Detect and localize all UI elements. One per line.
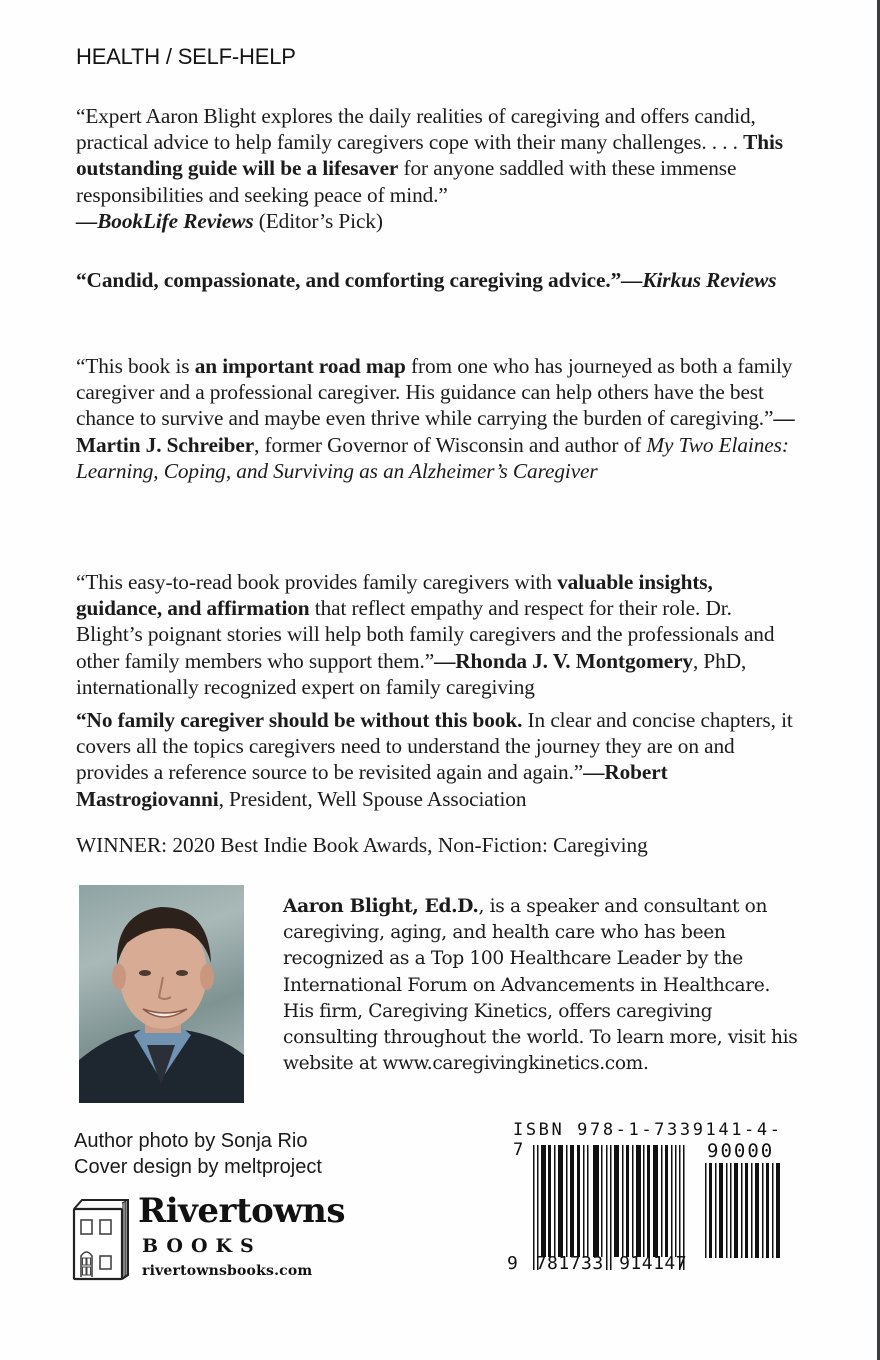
blurb-highlight: “No family caregiver should be without this book. bbox=[76, 708, 523, 732]
blurb-text: “Expert Aaron Blight explores the daily realities of caregiving and offers candid, practical advice to help family caregivers cope with their many challenges. . . . bbox=[76, 104, 756, 155]
ean-digits bbox=[507, 1253, 687, 1274]
blurb-highlight: valuable insights, guidance, and affirmation bbox=[76, 570, 713, 621]
building-book-icon bbox=[70, 1195, 132, 1285]
blurb-attribution: —Martin J. Schreiber bbox=[76, 406, 795, 457]
blurb-highlight: an important road map bbox=[194, 354, 406, 378]
blurb-attribution: —Kirkus Reviews bbox=[621, 268, 777, 292]
blurb-text: In clear and concise chapters, it covers all the topics caregivers need to understand the journey they are on and provides a reference source to be revisited again and again.” bbox=[76, 708, 793, 785]
isbn-number: ISBN 978-1-7339141-4-7 bbox=[513, 1120, 783, 1160]
review-blurb-booklife bbox=[76, 103, 796, 234]
blurb-attribution-note: , PhD, internationally recognized expert on family caregiving bbox=[76, 648, 747, 699]
ean-right-group: 914147 bbox=[619, 1253, 688, 1274]
author-photo bbox=[79, 885, 244, 1103]
category-label: HEALTH / SELF-HELP bbox=[76, 44, 296, 69]
blurb-text: “This book is bbox=[76, 354, 195, 378]
design-credit: Cover design by meltproject bbox=[74, 1156, 322, 1178]
ean-bars-icon bbox=[533, 1145, 693, 1270]
publisher-logo bbox=[70, 1191, 370, 1285]
award-line: WINNER: 2020 Best Indie Book Awards, Non-Fiction: Caregiving bbox=[76, 833, 648, 857]
review-blurb-mastrogiovanni bbox=[76, 707, 796, 812]
publisher-imprint: BOOKS bbox=[142, 1235, 262, 1257]
blurb-attribution-note: , President, Well Spouse Association bbox=[218, 786, 527, 811]
ean-lead-digit: 9 bbox=[507, 1253, 519, 1274]
author-bio bbox=[283, 894, 803, 1077]
ean-left-group: 781733 bbox=[535, 1253, 604, 1274]
blurb-text: “This easy-to-read book provides family caregivers with bbox=[76, 570, 558, 594]
book-title: My Two Elaines: Learning, Coping, and Surviving as an Alzheimer’s Caregiver bbox=[76, 432, 789, 483]
blurb-attribution: —Rhonda J. V. Montgomery bbox=[434, 648, 693, 673]
author-name: Aaron Blight, Ed.D. bbox=[283, 896, 479, 917]
blurb-attribution-note: , former Governor of Wisconsin and author of bbox=[254, 432, 647, 457]
credits bbox=[74, 1128, 322, 1180]
blurb-text: for anyone saddled with these immense responsibilities and seeking peace of mind.” bbox=[76, 156, 737, 207]
blurb-text: that reflect empathy and respect for their role. Dr. Blight’s poignant stories will help both family caregivers and the professionals and other family members who support them.” bbox=[76, 596, 775, 673]
blurb-attribution: —Robert Mastrogiovanni bbox=[76, 760, 668, 811]
blurb-attribution-note: (Editor’s Pick) bbox=[253, 208, 383, 233]
price-addon: 90000 bbox=[707, 1140, 775, 1162]
isbn-barcode bbox=[505, 1118, 785, 1278]
blurb-attribution: —BookLife Reviews bbox=[76, 208, 254, 233]
blurb-highlight: This outstanding guide will be a lifesaver bbox=[76, 130, 783, 181]
blurb-highlight: “Candid, compassionate, and comforting caregiving advice.” bbox=[76, 268, 622, 292]
author-portrait-icon bbox=[79, 885, 244, 1103]
review-blurb-kirkus bbox=[76, 267, 796, 293]
author-bio-text: , is a speaker and consultant on caregiving, aging, and health care who has been recognized as a Top 100 Healthcare Leader by the International Forum on Advancements in Healthcare. His firm, Caregiving Kinetics, offers caregiving consulting throughout the world. To learn more, visit his website at www.caregivingkinetics.com. bbox=[283, 896, 798, 1075]
review-blurb-montgomery bbox=[76, 569, 796, 700]
review-blurb-schreiber bbox=[76, 353, 796, 484]
publisher-name: Rivertowns bbox=[138, 1191, 345, 1231]
addon-bars-icon bbox=[705, 1163, 783, 1258]
photo-credit: Author photo by Sonja Rio bbox=[74, 1130, 308, 1152]
publisher-url: rivertownsbooks.com bbox=[142, 1263, 313, 1279]
blurb-text: from one who has journeyed as both a family caregiver and a professional caregiver. His guidance can help others have the best chance to survive and maybe even thrive while carrying the burden of caregiving.” bbox=[76, 354, 793, 431]
